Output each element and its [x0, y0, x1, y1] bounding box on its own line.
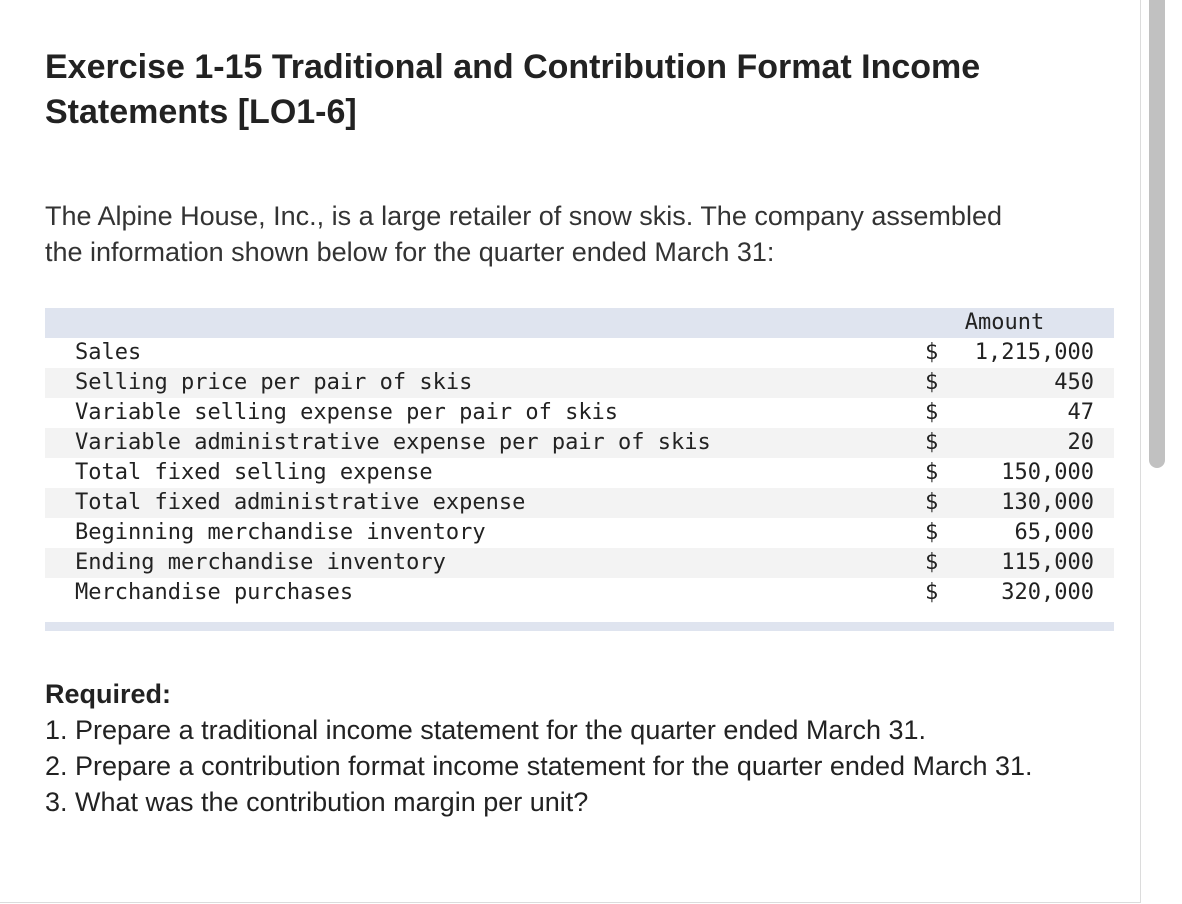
label-column-header: [45, 308, 895, 338]
amount-value: 1,215,000: [955, 338, 1114, 368]
required-item-1: 1. Prepare a traditional income statement for the quarter ended March 31.: [45, 715, 926, 745]
currency-symbol: $: [895, 428, 955, 458]
table-row: [45, 548, 1114, 578]
row-label: Sales: [45, 338, 895, 368]
row-label: Merchandise purchases: [45, 578, 895, 608]
currency-symbol: $: [895, 548, 955, 578]
currency-symbol: $: [895, 578, 955, 608]
required-item-2: 2. Prepare a contribution format income statement for the quarter ended March 31.: [45, 751, 1033, 781]
amount-value: 150,000: [955, 458, 1114, 488]
currency-symbol: $: [895, 518, 955, 548]
table-row: [45, 578, 1114, 608]
table-row: [45, 488, 1114, 518]
row-label: Selling price per pair of skis: [45, 368, 895, 398]
currency-symbol: $: [895, 398, 955, 428]
table-footer-bar: [45, 622, 1114, 631]
row-label: Total fixed administrative expense: [45, 488, 895, 518]
amount-value: 115,000: [955, 548, 1114, 578]
required-heading: Required:: [45, 679, 172, 709]
row-label: Beginning merchandise inventory: [45, 518, 895, 548]
currency-symbol: $: [895, 488, 955, 518]
required-section: [45, 676, 1105, 820]
row-label: Total fixed selling expense: [45, 458, 895, 488]
currency-symbol: $: [895, 338, 955, 368]
amount-column-header: Amount: [895, 308, 1114, 338]
required-item-3: 3. What was the contribution margin per unit?: [45, 787, 589, 817]
amount-value: 20: [955, 428, 1114, 458]
intro-paragraph: The Alpine House, Inc., is a large retailer of snow skis. The company assembled the information shown below for the quarter ended March 31:: [45, 201, 1002, 267]
table-header-row: [45, 308, 1114, 338]
amount-value: 450: [955, 368, 1114, 398]
amount-value: 65,000: [955, 518, 1114, 548]
currency-symbol: $: [895, 458, 955, 488]
row-label: Ending merchandise inventory: [45, 548, 895, 578]
row-label: Variable administrative expense per pair of skis: [45, 428, 895, 458]
amount-value: 130,000: [955, 488, 1114, 518]
amount-value: 47: [955, 398, 1114, 428]
data-table: [45, 308, 1114, 608]
scrollbar-thumb[interactable]: [1149, 0, 1165, 468]
table-row: [45, 368, 1114, 398]
table-row: [45, 458, 1114, 488]
exercise-title: Exercise 1-15 Traditional and Contribution Format Income Statements [LO1-6]: [45, 48, 981, 131]
table-row: [45, 428, 1114, 458]
amount-value: 320,000: [955, 578, 1114, 608]
table-row: [45, 398, 1114, 428]
currency-symbol: $: [895, 368, 955, 398]
table-body: [45, 338, 1114, 608]
row-label: Variable selling expense per pair of skis: [45, 398, 895, 428]
table-row: [45, 338, 1114, 368]
table-row: [45, 518, 1114, 548]
